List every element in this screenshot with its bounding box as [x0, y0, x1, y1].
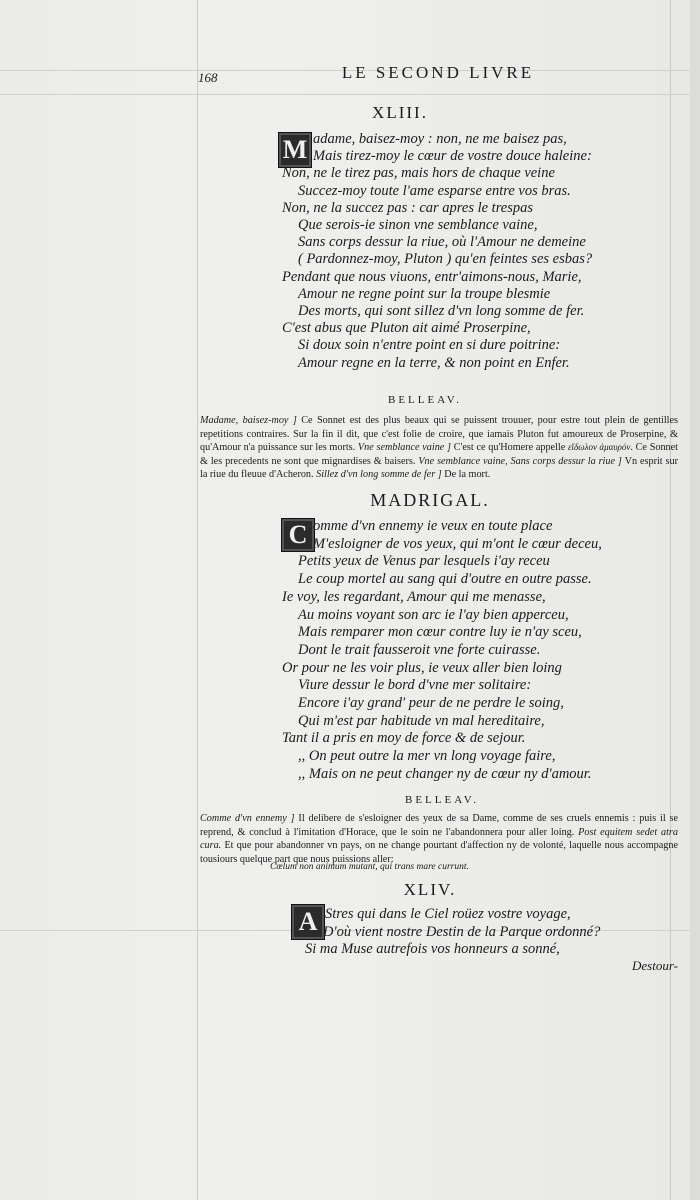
verse-line: Or pour ne les voir plus, ie veux aller bien loing: [282, 659, 562, 676]
commentary-heading: BELLEAV.: [387, 394, 462, 406]
page-edge: [690, 0, 700, 1200]
commentary-sentence: Et que pour abandonner vn pays, on ne change pourtant d'affection ny de volonté, laquelle nous accompagne tousiours quelque part que nous puissions aller:: [200, 840, 678, 865]
verse-line: Mais remparer mon cœur contre luy ie n'ay sceu,: [298, 624, 582, 641]
verse-line: Ie voy, les regardant, Amour qui me menasse,: [282, 588, 546, 605]
verse-line: Petits yeux de Venus par lesquels i'ay receu: [298, 553, 550, 570]
dropcap-initial: M: [278, 132, 312, 168]
commentary-sentence: De la mort.: [441, 469, 491, 480]
verse-line: Sans corps dessur la riue, où l'Amour ne demeine: [298, 234, 586, 251]
verse-line: Des morts, qui sont sillez d'vn long somme de fer.: [298, 303, 585, 319]
verse-line: Dont le trait fausseroit vne forte cuirasse.: [298, 641, 541, 658]
commentary-sentence: Vn esprit sur la riue du fleuue d'Acheron.: [200, 455, 678, 480]
verse-line: Pendant que nous viuons, entr'aimons-nous, Marie,: [282, 268, 582, 285]
scan-guide-line: [0, 94, 700, 95]
verse-line: Amour regne en la terre, & non point en Enfer.: [298, 354, 570, 371]
sonnet-numeral: XLIII.: [372, 103, 428, 122]
verse-line: C'est abus que Pluton ait aimé Proserpine,: [282, 320, 531, 337]
verse-line: Non, ne le tirez pas, mais hors de chaque veine: [282, 165, 555, 182]
verse-line: Si ma Muse autrefois vos honneurs a sonné,: [305, 941, 560, 957]
verse-line: Mais tirez-moy le cœur de vostre douce haleine:: [313, 148, 592, 165]
commentary-text: [200, 414, 678, 482]
verse-line: Au moins voyant son arc ie l'ay bien apperceu,: [298, 606, 569, 623]
sonnet-numeral: XLIV.: [403, 880, 457, 899]
running-head: LE SECOND LIVRE: [341, 63, 535, 82]
commentary-sentence: . Ce Sonnet & les precedents ne sont que mignardises & baisers.: [200, 442, 678, 467]
verse-line: Tant il a pris en moy de force & de sejour.: [282, 730, 526, 747]
verse-line: Le coup mortel au sang qui d'outre en outre passe.: [298, 571, 592, 588]
lemma: Vne semblance vaine ]: [355, 442, 452, 453]
verse-line: Viure dessur le bord d'vne mer solitaire:: [298, 677, 532, 694]
scan-guide-line: [197, 0, 198, 1200]
verse-line: D'où vient nostre Destin de la Parque ordonné?: [323, 923, 601, 940]
verse-line: ,, On peut outre la mer vn long voyage faire,: [298, 748, 556, 765]
dropcap-initial: A: [291, 904, 325, 940]
commentary-text: [200, 812, 678, 866]
latin-quote: Post equitem sedet atra cura.: [200, 826, 678, 851]
commentary-sentence: Il delibere de s'esloigner des yeux de sa Dame, comme de ses cruels ennemis : puis il se reprend, & conclud à l'imitation d'Horace, que le soin ne l'abandonnera pour aller loing.: [200, 813, 678, 838]
verse-line: Si doux soin n'entre point en si dure poitrine:: [298, 337, 561, 354]
catchword: Destour-: [632, 958, 678, 973]
verse-line: ( Pardonnez-moy, Pluton ) qu'en feintes ses esbas?: [298, 251, 593, 268]
verse-line: Succez-moy toute l'ame esparse entre vos bras.: [298, 182, 571, 199]
madrigal-title: MADRIGAL.: [370, 490, 490, 510]
greek-quote: εἴδωλον ἀμαυρόν: [568, 442, 631, 452]
verse-line: omme d'vn ennemy ie veux en toute place: [313, 518, 553, 534]
lemma: Comme d'vn ennemy ]: [200, 813, 295, 824]
page-number: 168: [198, 70, 218, 85]
commentary-sentence: Ce Sonnet est des plus beaux qui se puissent trouuer, pour estre tout plein de gentilles repetitions contraires. Sur la fin il dit, que c'est folie de croire, que iamais Pluton fut amoureux de Proserpine, & qu'Amour n'a puissance sur les morts.: [200, 415, 678, 453]
verse-line: Amour ne regne point sur la troupe blesmie: [298, 285, 551, 302]
commentary-sentence: C'est ce qu'Homere appelle: [451, 442, 568, 453]
verse-line: M'esloigner de vos yeux, qui m'ont le cœur deceu,: [313, 535, 602, 552]
verse-line: ,, Mais on ne peut changer ny de cœur ny d'amour.: [298, 765, 592, 782]
verse-line: Stres qui dans le Ciel roüez vostre voyage,: [325, 906, 571, 922]
scan-guide-line: [670, 0, 671, 1200]
lemma: Sillez d'vn long somme de fer ]: [313, 469, 442, 480]
verse-line: Encore i'ay grand' peur de ne perdre le soing,: [298, 695, 564, 711]
commentary-heading: BELLEAV.: [404, 794, 479, 806]
verse-line: Qui m'est par habitude vn mal hereditaire,: [298, 712, 545, 729]
verse-line: Non, ne la succez pas : car apres le trespas: [282, 199, 534, 216]
latin-quote-line: Cœlum non animum mutant, qui trans mare currunt.: [270, 862, 469, 872]
verse-line: adame, baisez-moy : non, ne me baisez pas,: [313, 131, 567, 147]
lemma: Vne semblance vaine, Sans corps dessur la riue ]: [415, 455, 622, 467]
dropcap-initial: C: [281, 518, 315, 552]
lemma: Madame, baisez-moy ]: [200, 415, 297, 426]
verse-line: Que serois-ie sinon vne semblance vaine,: [298, 217, 538, 233]
